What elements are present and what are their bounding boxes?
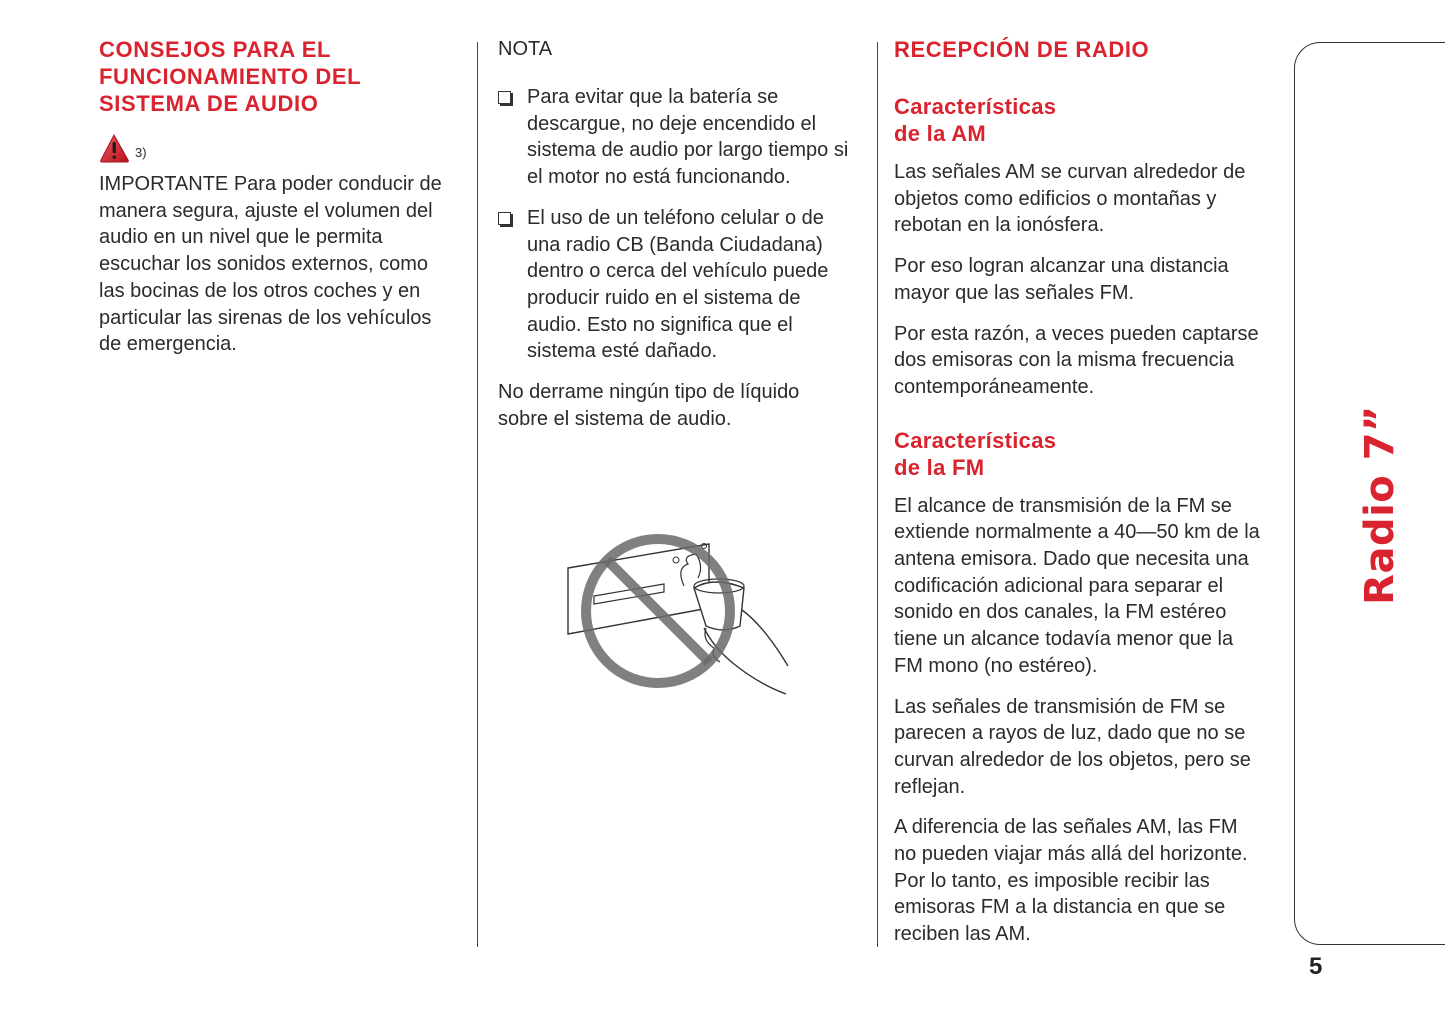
- heading-line: Características: [894, 427, 1057, 453]
- radio-reception-heading: RECEPCIÓN DE RADIO: [894, 37, 1150, 62]
- column-divider-right: [877, 42, 878, 947]
- no-liquid-prohibition-icon: [564, 516, 800, 696]
- bullet-text: Para evitar que la batería se descargue, no deje encendido el sistema de audio por largo tiempo si el motor no está funcionando.: [527, 86, 849, 189]
- right-column: [894, 36, 1262, 948]
- middle-column: [498, 36, 850, 432]
- heading-line: SISTEMA DE AUDIO: [99, 91, 319, 116]
- am-paragraph: Por esta razón, a veces pueden captarse dos emisoras con la misma frecuencia contemporáneamente.: [894, 322, 1259, 398]
- chapter-tab-label: Radio 7”: [1357, 405, 1403, 605]
- fm-paragraph: A diferencia de las señales AM, las FM no pueden viajar más allá del horizonte. Por lo tanto, es imposible recibir las emisoras FM a la distancia en que se reciben las AM.: [894, 816, 1248, 946]
- importante-paragraph: IMPORTANTE Para poder conducir de manera segura, ajuste el volumen del audio en un nivel que le permita escuchar los sonidos externos, como las bocinas de los otros coches y en particular las sirenas de los vehículos de emergencia.: [99, 173, 442, 356]
- page-number: 5: [1309, 953, 1323, 980]
- am-paragraph: Las señales AM se curvan alrededor de objetos como edificios o montañas y rebotan en la ionósfera.: [894, 161, 1246, 237]
- left-column: [99, 36, 451, 358]
- warning-ref-number: 3): [135, 145, 147, 160]
- audio-tips-heading: [99, 36, 451, 117]
- heading-line: FUNCIONAMIENTO DEL: [99, 64, 362, 89]
- warning-reference: [99, 129, 451, 163]
- am-characteristics-heading: [894, 93, 1262, 147]
- checkbox-bullet-icon: [498, 84, 527, 191]
- fm-characteristics-heading: [894, 427, 1262, 481]
- fm-paragraph: Las señales de transmisión de FM se parecen a rayos de luz, dado que no se curvan alrededor de los objetos, pero se reflejan.: [894, 695, 1251, 798]
- note-title: NOTA: [498, 38, 553, 60]
- fm-paragraph: El alcance de transmisión de la FM se extiende normalmente a 40—50 km de la antena emisora. Dado que necesita una codificación adicional para separar el sonido en dos canales, la FM estéreo tiene un alcance todavía menor que la FM mono (no estéreo).: [894, 494, 1260, 677]
- bullet-text: El uso de un teléfono celular o de una radio CB (Banda Ciudadana) dentro o cerca del vehículo puede producir ruido en el sistema de audio. Esto no significa que el sistema esté dañado.: [527, 206, 829, 363]
- heading-line: de la AM: [894, 121, 987, 146]
- heading-line: CONSEJOS PARA EL: [99, 37, 332, 62]
- list-item: [498, 84, 850, 191]
- heading-line: Características: [894, 94, 1057, 119]
- list-item: [498, 205, 850, 365]
- heading-line: de la FM: [894, 454, 985, 480]
- no-liquid-paragraph: No derrame ningún tipo de líquido sobre el sistema de audio.: [498, 381, 800, 430]
- checkbox-bullet-icon: [498, 205, 527, 365]
- am-paragraph: Por eso logran alcanzar una distancia mayor que las señales FM.: [894, 255, 1229, 304]
- warning-triangle-icon: [99, 133, 131, 163]
- column-divider-left: [477, 42, 478, 947]
